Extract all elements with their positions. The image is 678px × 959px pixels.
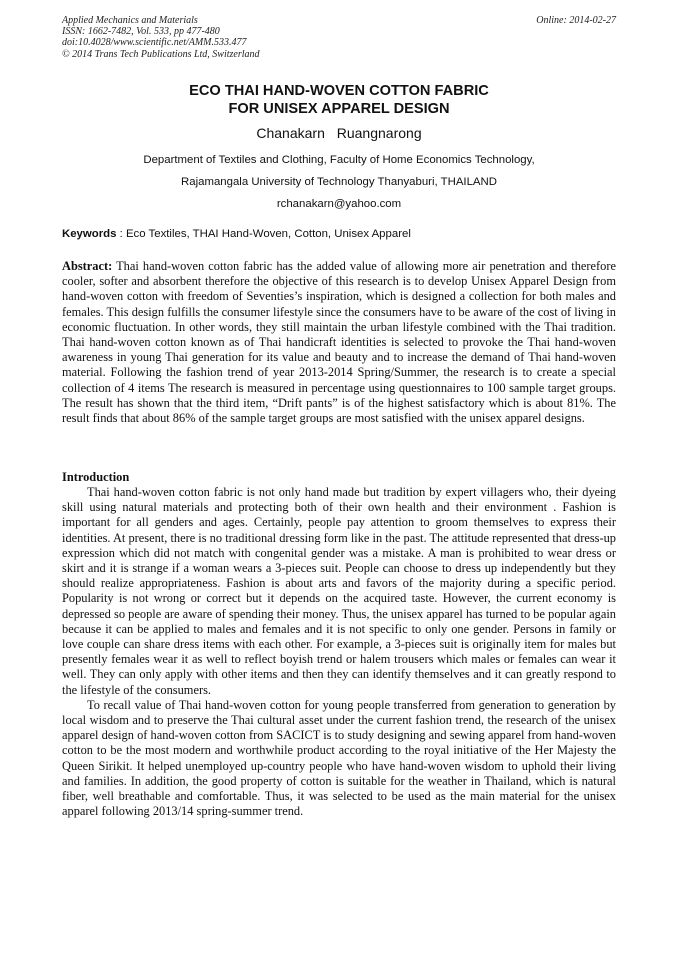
- journal-name: Applied Mechanics and Materials: [62, 15, 198, 26]
- affiliation-line-1: Department of Textiles and Clothing, Faculty of Home Economics Technology,: [143, 154, 535, 166]
- intro-paragraph-2: To recall value of Thai hand-woven cotton for young people transferred from generation to generation by local wisdom and to preserve the Thai cultural asset under the current fashion trend, the research of the unisex apparel design of hand-woven cotton from SACICT is to study designing and sewing apparel from hand-woven cotton to be the most modern and worthwhile product according to the royal initiative of the Her Majesty the Queen Sirikit. It helped unemployed up-country people who have hand-woven wisdom to uphold their living and families. In addition, the good property of cotton is suitable for the weather in Thailand, which is natural fiber, well breathable and comfortable. Thus, it was selected to be used as the main material for the unisex apparel following 2013/14 spring-summer trend.: [62, 697, 616, 819]
- keywords-label: Keywords: [62, 228, 117, 240]
- abstract-text: Thai hand-woven cotton fabric has the added value of allowing more air penetration and therefore cooler, softer and absorbent therefore the objective of this research is to develop Unisex Apparel Design from hand-woven cotton with freedom of Seventies’s inspiration, which is designed a collection for both males and females. This design fulfills the consumer lifestyle since the consumers have to be aware of the cost of living in economic fluctuation. In other words, they still maintain the urban lifestyle combined with the Thai tradition. Thai hand-woven cotton known as of Thai handicraft identities is selected to provoke the Thai hand-woven awareness in young Thai generation for its value and beauty and to increase the demand of Thai hand-woven material. Following the fashion trend of year 2013-2014 Spring/Summer, the research is to create a special collection of 4 items The research is measured in percentage using questionnaires to 100 sample target groups. The result has shown that the third item, “Drift pants” is of the highest satisfactory which is about 81%. The result finds that about 86% of the sample target groups are most satisfied with the unisex apparel designs.: [62, 259, 616, 426]
- author-email: rchanakarn@yahoo.com: [276, 198, 402, 210]
- keywords: [62, 227, 616, 241]
- issn-line: ISSN: 1662-7482, Vol. 533, pp 477-480: [62, 26, 220, 38]
- affiliation-line-2: Rajamangala University of Technology Thanyaburi, THAILAND: [181, 176, 497, 188]
- title-line-2: FOR UNISEX APPAREL DESIGN: [228, 101, 450, 117]
- keywords-text: : Eco Textiles, THAI Hand-Woven, Cotton, Unisex Apparel: [116, 228, 411, 240]
- abstract-label: Abstract:: [62, 259, 113, 273]
- journal-header: [62, 15, 260, 60]
- abstract: [62, 259, 616, 426]
- author-name: Chanakarn Ruangnarong: [256, 125, 422, 141]
- intro-paragraph-1: Thai hand-woven cotton fabric is not only hand made but tradition by expert villagers who, their dyeing skill using natural materials and protecting both of their own health and their environment . Fashion is important for all genders and ages. Certainly, people pay attention to groom themselves to express their identities. At present, there is no traditional dressing form like in the past. The attitude represented that dress-up expression which did not match with congenital gender was a mistake. A man is prohibited to wear dress or skirt and it is strange if a woman wears a 3-pieces suit. People can choose to dress up independently but they should realize appropriateness. Fashion is about arts and favors of the majority during a specific period. Popularity is not wrong or correct but it depends on the acquired taste. However, the current economy is depressed so people are aware of spending their money. Thus, the unisex apparel has turned to be popular again because it can be applied to males and females and it is not specific to only one gender. Persons in family or love couple can share dress items with each other. For example, a 3-pieces suit is originally item for males but presently females wear it as well to reflect boyish trend or halem trousers which males or females can wear it well. They can only apply with other items and then they can identify themselves and it can greatly respond to the lifestyle of the consumers.: [62, 485, 616, 697]
- introduction-body: [62, 485, 616, 819]
- introduction-heading: Introduction: [62, 470, 130, 484]
- copyright-line: © 2014 Trans Tech Publications Ltd, Switzerland: [62, 48, 260, 60]
- affiliation: [62, 149, 616, 215]
- title-line-1: ECO THAI HAND-WOVEN COTTON FABRIC: [189, 83, 489, 99]
- online-date: Online: 2014-02-27: [536, 15, 616, 26]
- doi-line: doi:10.4028/www.scientific.net/AMM.533.477: [62, 37, 247, 49]
- paper-title: [62, 82, 616, 118]
